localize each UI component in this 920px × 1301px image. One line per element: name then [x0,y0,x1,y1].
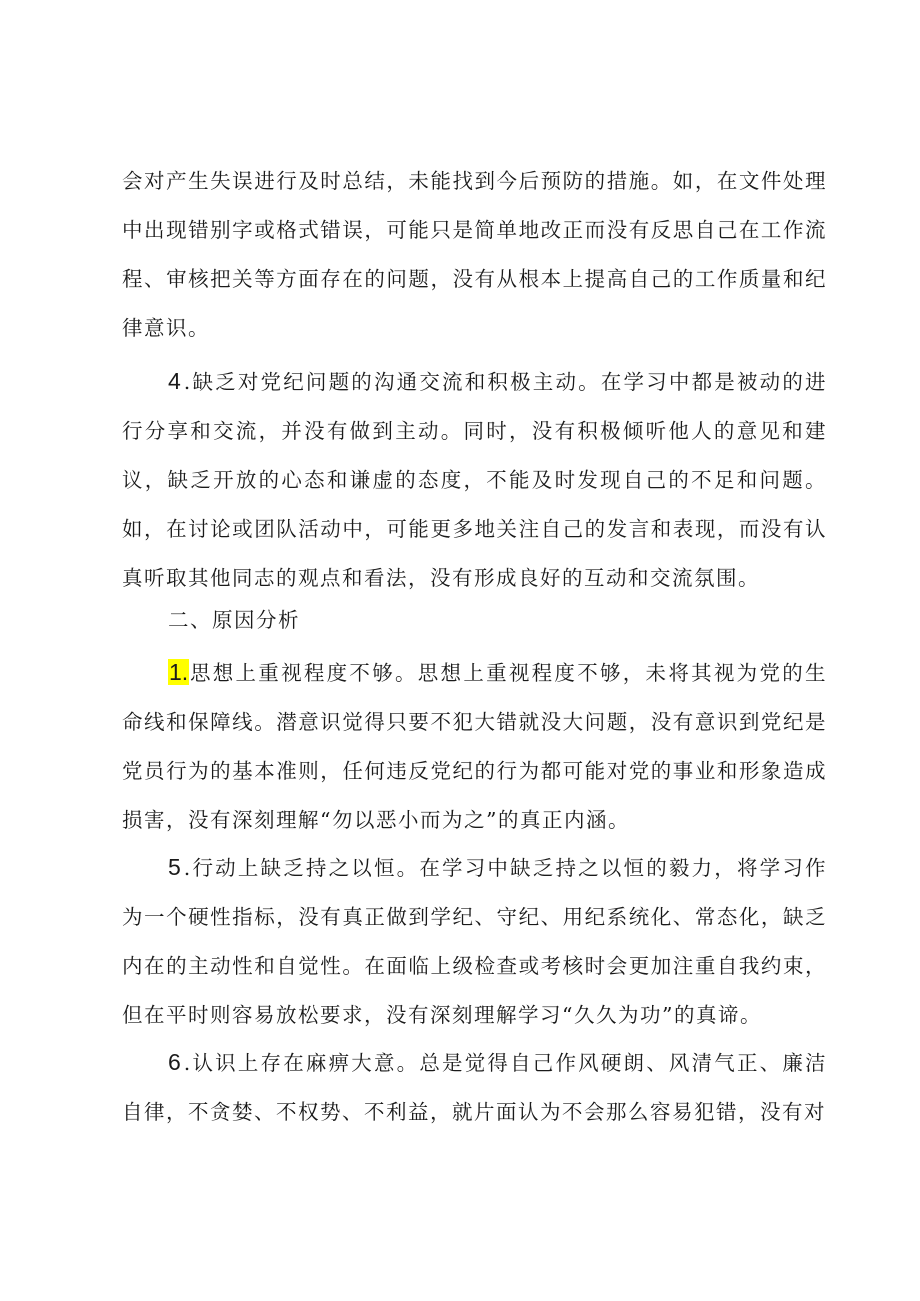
paragraph-item-5 [122,843,827,1040]
paragraph-number: 5 [168,854,184,880]
paragraph-text: 会对产生失误进行及时总结，未能找到今后预防的措施。如，在文件处理中出现错别字或格式错误，可能只是简单地改正而没有反思自己在工作流程、审核把关等方面存在的问题，没有从根本上提高自己的工作质量和纪律意识。 [122,169,827,340]
paragraph-item-6 [122,1038,827,1137]
paragraph-text: .认识上存在麻痹大意。总是觉得自己作风硬朗、风清气正、廉洁自律，不贪婪、不权势、不利益，就片面认为不会那么容易犯错，没有对 [122,1051,827,1124]
section-heading: 二、原因分析 [168,608,300,632]
paragraph-number: 6 [168,1049,184,1075]
paragraph-item-1 [122,648,827,845]
paragraph-text: 思想上重视程度不够。思想上重视程度不够，未将其视为党的生命线和保障线。潜意识觉得只要不犯大错就没大问题，没有意识到党纪是党员行为的基本准则，任何违反党纪的行为都可能对党的事业和形象造成损害，没有深刻理解“勿以恶小而为之”的真正内涵。 [122,661,827,832]
paragraph-number: 4 [168,368,184,394]
paragraph-continuation [122,157,827,353]
paragraph-text: .行动上缺乏持之以恒。在学习中缺乏持之以恒的毅力，将学习作为一个硬性指标，没有真正做到学纪、守纪、用纪系统化、常态化，缺乏内在的主动性和自觉性。在面临上级检查或考核时会更加注重自我约束，但在平时则容易放松要求，没有深刻理解学习“久久为功”的真谛。 [122,856,827,1027]
paragraph-text: .缺乏对党纪问题的沟通交流和积极主动。在学习中都是被动的进行分享和交流，并没有做到主动。同时，没有积极倾听他人的意见和建议，缺乏开放的心态和谦虚的态度，不能及时发现自己的不足和问题。如，在讨论或团队活动中，可能更多地关注自己的发言和表现，而没有认真听取其他同志的观点和看法，没有形成良好的互动和交流氛围。 [122,370,827,590]
highlighted-paragraph-number: 1. [169,659,189,685]
paragraph-item-4 [122,357,827,603]
